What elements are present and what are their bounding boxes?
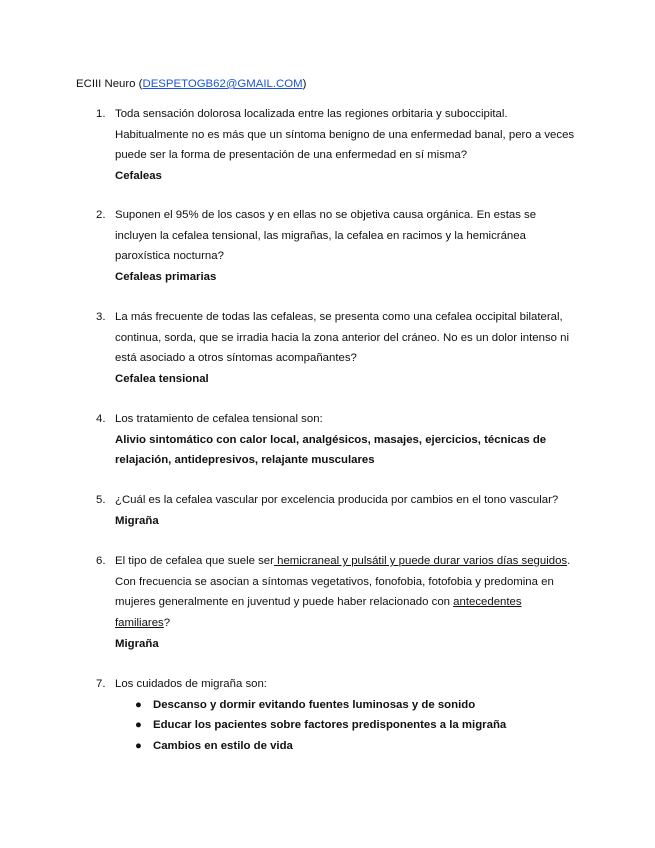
answer-text: Migraña — [115, 637, 159, 650]
answer-text: Cefaleas — [115, 170, 162, 183]
bullet-text: Cambios en estilo de vida — [153, 740, 293, 753]
question-text — [115, 551, 576, 634]
answer-text: Cefalea tensional — [115, 373, 209, 386]
question-number: 3. — [96, 311, 106, 323]
question-5 — [96, 490, 576, 531]
question-7 — [96, 674, 576, 757]
question-number: 4. — [96, 413, 106, 425]
bullet-item — [115, 695, 576, 716]
question-1 — [96, 104, 576, 187]
bullet-text: Descanso y dormir evitando fuentes luminosas y de sonido — [153, 698, 476, 711]
question-text: ¿Cuál es la cefalea vascular por excelencia producida por cambios en el tono vascular? — [115, 494, 559, 506]
answer-text: Alivio sintomático con calor local, analgésicos, masajes, ejercicios, técnicas de relajación, antidepresivos, relajante musculares — [115, 433, 547, 467]
question-number: 1. — [96, 108, 106, 120]
question-number: 2. — [96, 209, 106, 221]
document-header — [76, 76, 306, 92]
question-text: Suponen el 95% de los casos y en ellas no se objetiva causa orgánica. En estas se incluyen la cefalea tensional, las migrañas, la cefalea en racimos y la hemicránea paroxística nocturna? — [115, 209, 537, 263]
question-number: 5. — [96, 494, 106, 506]
bullet-icon: ● — [135, 740, 142, 753]
bullet-icon: ● — [135, 719, 142, 732]
header-close-paren: ) — [302, 78, 307, 90]
bullet-item — [115, 715, 576, 736]
email-link[interactable]: DESPETOGB62@GMAIL.COM — [142, 78, 303, 90]
underlined-phrase: antecedentes familiares — [115, 596, 522, 630]
bullet-text: Educar los pacientes sobre factores predisponentes a la migraña — [153, 719, 507, 732]
question-4 — [96, 409, 576, 471]
bullet-icon: ● — [135, 698, 142, 711]
answer-text: Cefaleas primarias — [115, 271, 217, 284]
care-bullet-list — [115, 695, 576, 757]
question-text-part: El tipo de cefalea que suele ser — [115, 555, 274, 567]
question-number: 7. — [96, 678, 106, 690]
question-text-part: ? — [163, 617, 171, 630]
question-6 — [96, 551, 576, 655]
bullet-item — [115, 736, 576, 757]
underlined-phrase: hemicraneal y pulsátil y puede durar varios días seguidos — [273, 555, 568, 567]
answer-text: Migraña — [115, 514, 159, 527]
question-text: Los cuidados de migraña son: — [115, 678, 267, 690]
question-text: Toda sensación dolorosa localizada entre las regiones orbitaria y suboccipital. Habitualmente no es más que un síntoma benigno de una enfermedad banal, pero a veces puede ser la forma de presentación de una enfermedad en sí misma? — [115, 108, 575, 162]
question-text: La más frecuente de todas las cefaleas, se presenta como una cefalea occipital bilateral, continua, sorda, que se irradia hacia la zona anterior del cráneo. No es un dolor intenso ni está asociado a otros síntomas acompañantes? — [115, 311, 570, 365]
question-text: Los tratamiento de cefalea tensional son: — [115, 413, 323, 425]
question-3 — [96, 307, 576, 390]
question-2 — [96, 205, 576, 288]
question-text-part: . Con frecuencia se asocian a síntomas vegetativos, fonofobia, fotofobia y predomina en mujeres generalmente en juventud y puede haber relacionado con — [115, 555, 571, 609]
header-title: ECIII Neuro ( — [76, 78, 143, 90]
question-number: 6. — [96, 555, 106, 567]
